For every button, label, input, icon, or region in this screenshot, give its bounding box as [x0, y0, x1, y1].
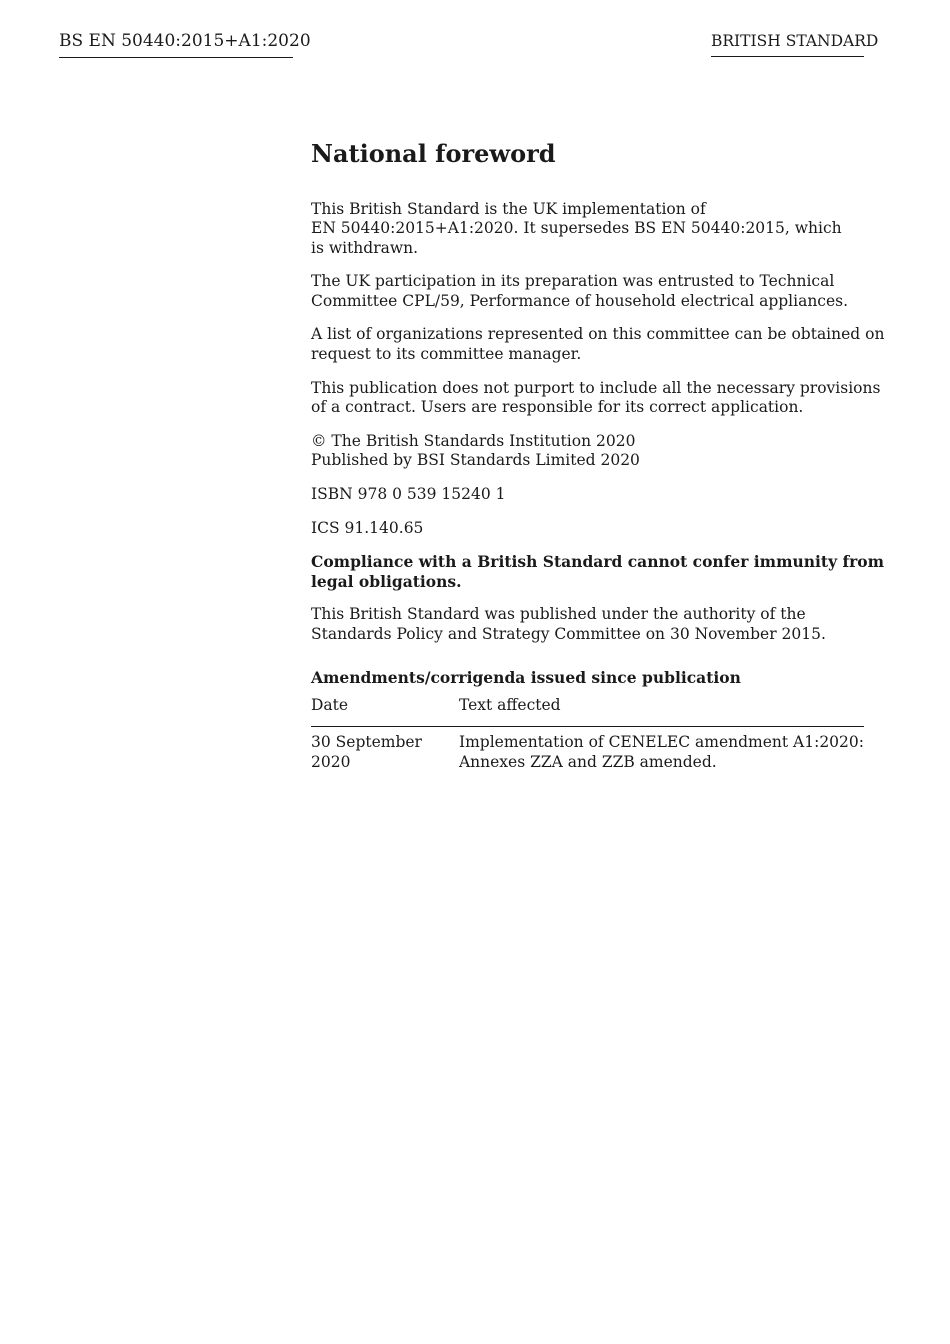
- paragraph-line: request to its committee manager.: [311, 344, 582, 363]
- amendment-text: [459, 727, 864, 772]
- column-header-date: Date: [311, 696, 459, 727]
- paragraph-line: of a contract. Users are responsible for its correct application.: [311, 397, 804, 416]
- table-header-row: [311, 696, 864, 727]
- national-foreword-section: [311, 138, 885, 772]
- paragraph-line: The UK participation in its preparation was entrusted to Technical: [311, 272, 835, 291]
- paragraph-line: Published by BSI Standards Limited 2020: [311, 450, 640, 469]
- paragraph-line: Standards Policy and Strategy Committee on 30 November 2015.: [311, 624, 826, 643]
- committee-paragraph: [311, 272, 864, 311]
- paragraph-line: This British Standard was published under the authority of the: [311, 605, 806, 624]
- cell-line: Implementation of CENELEC amendment A1:2020:: [458, 733, 864, 752]
- disclaimer-paragraph: [311, 378, 881, 418]
- paragraph-line: This British Standard is the UK implementation of: [311, 200, 706, 218]
- paragraph-line: legal obligations.: [311, 571, 462, 591]
- implementation-paragraph: [311, 200, 864, 258]
- paragraph-line: This publication does not purport to include all the necessary provisions: [311, 378, 881, 397]
- paragraph-line: is withdrawn.: [311, 238, 419, 257]
- column-header-text-affected: Text affected: [459, 696, 864, 727]
- amendments-heading: Amendments/corrigenda issued since publication: [311, 668, 741, 688]
- ics-code: ICS 91.140.65: [311, 518, 424, 537]
- isbn-number: ISBN 978 0 539 15240 1: [311, 484, 506, 503]
- paragraph-line: © The British Standards Institution 2020: [311, 431, 636, 450]
- compliance-statement: [311, 552, 885, 591]
- paragraph-line: Compliance with a British Standard cannot confer immunity from: [311, 552, 885, 572]
- standard-series-label: BRITISH STANDARD: [711, 31, 864, 57]
- paragraph-line: A list of organizations represented on this committee can be obtained on: [311, 325, 885, 344]
- amendments-table: [311, 696, 864, 772]
- ics-paragraph: [311, 519, 864, 538]
- copyright-paragraph: [311, 432, 864, 471]
- paragraph-line: Committee CPL/59, Performance of household electrical appliances.: [311, 291, 849, 310]
- amendment-date: 30 September 2020: [311, 733, 422, 771]
- table-row: [311, 727, 864, 772]
- paragraph-line: EN 50440:2015+A1:2020. It supersedes BS EN 50440:2015, which: [311, 219, 842, 238]
- published-note: [311, 605, 864, 644]
- organizations-paragraph: [311, 325, 885, 364]
- page-title: National foreword: [311, 139, 556, 168]
- isbn-paragraph: [311, 485, 864, 504]
- document-reference: BS EN 50440:2015+A1:2020: [59, 30, 293, 58]
- cell-line: Annexes ZZA and ZZB amended.: [458, 752, 717, 771]
